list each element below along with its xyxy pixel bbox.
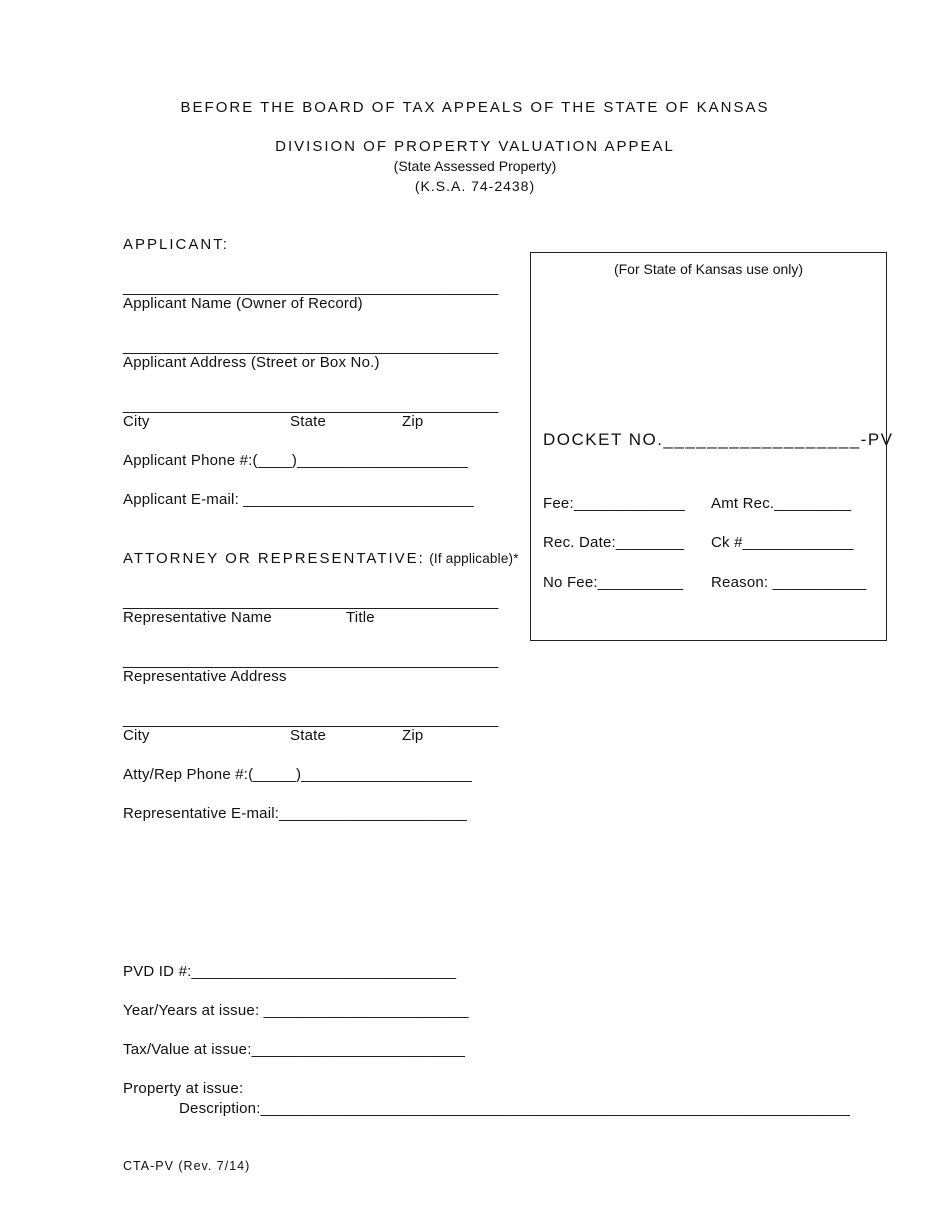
applicant-name-field[interactable]: _____________________________________________ [123, 279, 499, 296]
property-description-field[interactable]: Description:_____________________________________________________________________ [179, 1100, 851, 1117]
no-fee-field[interactable]: No Fee:__________ [543, 574, 684, 591]
representative-state-label: State [290, 727, 327, 744]
representative-title-label: Title [346, 609, 375, 626]
office-use-caption: (For State of Kansas use only) [613, 261, 804, 277]
form-id: CTA-PV (Rev. 7/14) [123, 1159, 251, 1173]
applicant-city-label: City [123, 413, 150, 430]
applicant-phone-field[interactable]: Applicant Phone #:(____)____________________ [123, 452, 468, 469]
representative-city-field[interactable]: _____________________________________________ [123, 711, 499, 728]
applicant-address-label: Applicant Address (Street or Box No.) [123, 354, 380, 371]
office-use-box [530, 252, 894, 641]
pvd-id-field[interactable]: PVD ID #:_______________________________ [123, 963, 457, 980]
received-date-field[interactable]: Rec. Date:________ [543, 534, 685, 551]
applicant-zip-label: Zip [402, 413, 424, 430]
amount-received-field[interactable]: Amt Rec._________ [711, 495, 852, 512]
representative-city-label: City [123, 727, 150, 744]
representative-phone-field[interactable]: Atty/Rep Phone #:(_____)____________________ [123, 766, 473, 783]
representative-address-field[interactable]: _____________________________________________ [123, 652, 499, 669]
years-at-issue-field[interactable]: Year/Years at issue: ________________________ [123, 1002, 469, 1019]
property-type-subtitle: (State Assessed Property) [393, 158, 557, 174]
tax-value-field[interactable]: Tax/Value at issue:_________________________ [123, 1041, 466, 1058]
fee-field[interactable]: Fee:_____________ [543, 495, 685, 512]
representative-heading: ATTORNEY OR REPRESENTATIVE: [123, 550, 425, 567]
applicant-name-label: Applicant Name (Owner of Record) [123, 295, 363, 312]
representative-address-label: Representative Address [123, 668, 287, 685]
docket-number-field[interactable]: DOCKET NO.__________________-PV [543, 430, 894, 449]
division-title: DIVISION OF PROPERTY VALUATION APPEAL [275, 138, 675, 155]
representative-heading-row [123, 550, 519, 568]
applicant-email-field[interactable]: Applicant E-mail: ___________________________ [123, 491, 474, 508]
applicant-state-label: State [290, 413, 327, 430]
representative-email-field[interactable]: Representative E-mail:______________________ [123, 805, 468, 822]
property-at-issue-label: Property at issue: [123, 1080, 244, 1097]
applicant-heading: APPLICANT: [123, 236, 229, 253]
board-title: BEFORE THE BOARD OF TAX APPEALS OF THE STATE OF KANSAS [180, 99, 770, 116]
applicant-address-field[interactable]: _____________________________________________ [123, 338, 499, 355]
representative-name-field[interactable]: _____________________________________________ [123, 593, 499, 610]
representative-name-label: Representative Name [123, 609, 272, 626]
representative-heading-note: (If applicable)* [429, 551, 519, 566]
statute-reference: (K.S.A. 74-2438) [414, 178, 536, 194]
check-number-field[interactable]: Ck #_____________ [711, 534, 854, 551]
reason-field[interactable]: Reason: ___________ [711, 574, 867, 591]
applicant-city-field[interactable]: _____________________________________________ [123, 397, 499, 414]
representative-zip-label: Zip [402, 727, 424, 744]
